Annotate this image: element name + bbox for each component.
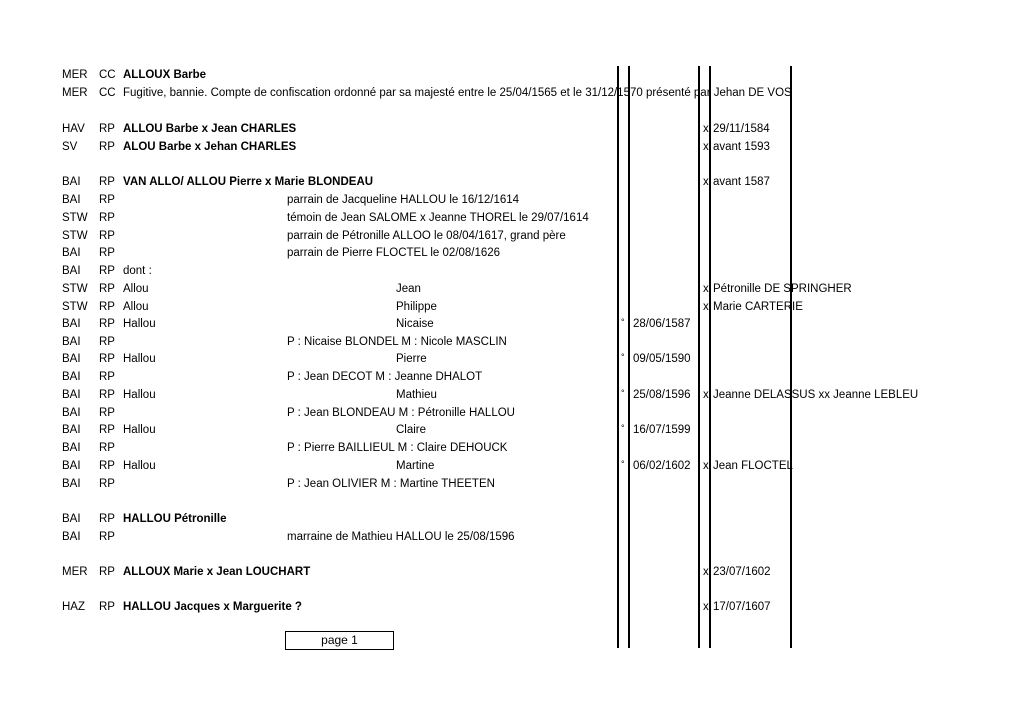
entry-detail: P : Nicaise BLONDEL M : Nicole MASCLIN bbox=[287, 336, 507, 348]
person-name: ALOU Barbe x Jehan CHARLES bbox=[123, 141, 297, 153]
place-code: BAI bbox=[62, 336, 81, 348]
birth-date: 09/05/1590 bbox=[633, 353, 691, 365]
record-code: RP bbox=[99, 176, 115, 188]
record-code: RP bbox=[99, 318, 115, 330]
entry-detail: marraine de Mathieu HALLOU le 25/08/1596 bbox=[287, 531, 515, 543]
entry-detail: P : Jean BLONDEAU M : Pétronille HALLOU bbox=[287, 407, 515, 419]
record-code: RP bbox=[99, 513, 115, 525]
table-row bbox=[0, 439, 1024, 457]
record-code: RP bbox=[99, 601, 115, 613]
birth-marker: ° bbox=[621, 317, 625, 327]
record-code: RP bbox=[99, 353, 115, 365]
place-code: BAI bbox=[62, 407, 81, 419]
person-name: ALLOUX Barbe bbox=[123, 69, 207, 81]
record-code: RP bbox=[99, 566, 115, 578]
record-code: RP bbox=[99, 531, 115, 543]
place-code: STW bbox=[62, 283, 88, 295]
marriage-marker: x bbox=[703, 176, 709, 188]
marriage-marker: x bbox=[703, 601, 709, 613]
table-row bbox=[0, 138, 1024, 156]
place-code: BAI bbox=[62, 460, 81, 472]
table-row bbox=[0, 421, 1024, 439]
table-row bbox=[0, 191, 1024, 209]
person-name: VAN ALLO/ ALLOU Pierre x Marie BLONDEAU bbox=[123, 176, 374, 188]
place-code: BAI bbox=[62, 247, 81, 259]
record-code: RP bbox=[99, 336, 115, 348]
table-row bbox=[0, 66, 1024, 84]
place-code: HAZ bbox=[62, 601, 85, 613]
marriage-marker: x bbox=[703, 141, 709, 153]
record-code: RP bbox=[99, 265, 115, 277]
place-code: MER bbox=[62, 69, 88, 81]
table-row bbox=[0, 173, 1024, 191]
page-number: page 1 bbox=[285, 631, 394, 650]
table-row bbox=[0, 209, 1024, 227]
table-row bbox=[0, 350, 1024, 368]
record-code: RP bbox=[99, 212, 115, 224]
record-code: RP bbox=[99, 283, 115, 295]
given-name: Martine bbox=[396, 460, 435, 472]
entry-text: Allou bbox=[123, 301, 149, 313]
marriage-marker: x bbox=[703, 460, 709, 472]
table-row bbox=[0, 563, 1024, 581]
marriage-marker: x bbox=[703, 389, 709, 401]
marriage-marker: x bbox=[703, 301, 709, 313]
birth-date: 06/02/1602 bbox=[633, 460, 691, 472]
marriage-info: avant 1593 bbox=[713, 141, 770, 153]
entry-text: Hallou bbox=[123, 389, 156, 401]
marriage-marker: x bbox=[703, 566, 709, 578]
place-code: BAI bbox=[62, 442, 81, 454]
marriage-marker: x bbox=[703, 123, 709, 135]
record-code: CC bbox=[99, 87, 116, 99]
record-code: RP bbox=[99, 442, 115, 454]
entry-text: dont : bbox=[123, 265, 152, 277]
table-row bbox=[0, 510, 1024, 528]
record-code: RP bbox=[99, 460, 115, 472]
entry-detail: P : Jean OLIVIER M : Martine THEETEN bbox=[287, 478, 495, 490]
person-name: HALLOU Jacques x Marguerite ? bbox=[123, 601, 302, 613]
given-name: Pierre bbox=[396, 353, 427, 365]
marriage-marker: x bbox=[703, 283, 709, 295]
birth-date: 25/08/1596 bbox=[633, 389, 691, 401]
table-row bbox=[0, 280, 1024, 298]
birth-date: 16/07/1599 bbox=[633, 424, 691, 436]
place-code: BAI bbox=[62, 531, 81, 543]
given-name: Philippe bbox=[396, 301, 437, 313]
marriage-info: 23/07/1602 bbox=[713, 566, 771, 578]
place-code: STW bbox=[62, 230, 88, 242]
table-row bbox=[0, 368, 1024, 386]
table-row bbox=[0, 120, 1024, 138]
entry-detail: parrain de Pétronille ALLOO le 08/04/1617, grand père bbox=[287, 230, 566, 242]
place-code: SV bbox=[62, 141, 78, 153]
table-row bbox=[0, 598, 1024, 616]
place-code: BAI bbox=[62, 513, 81, 525]
entry-text: Hallou bbox=[123, 460, 156, 472]
record-code: CC bbox=[99, 69, 116, 81]
record-code: RP bbox=[99, 194, 115, 206]
record-code: RP bbox=[99, 371, 115, 383]
birth-date: 28/06/1587 bbox=[633, 318, 691, 330]
place-code: BAI bbox=[62, 478, 81, 490]
given-name: Mathieu bbox=[396, 389, 437, 401]
entry-text: Allou bbox=[123, 283, 149, 295]
table-row bbox=[0, 386, 1024, 404]
table-row bbox=[0, 227, 1024, 245]
table-row bbox=[0, 475, 1024, 493]
place-code: BAI bbox=[62, 318, 81, 330]
entry-text: Hallou bbox=[123, 353, 156, 365]
marriage-info: Jeanne DELASSUS xx Jeanne LEBLEU bbox=[713, 389, 919, 401]
entry-detail: P : Pierre BAILLIEUL M : Claire DEHOUCK bbox=[287, 442, 508, 454]
record-code: RP bbox=[99, 389, 115, 401]
record-code: RP bbox=[99, 301, 115, 313]
record-code: RP bbox=[99, 247, 115, 259]
table-row bbox=[0, 315, 1024, 333]
given-name: Nicaise bbox=[396, 318, 434, 330]
table-row bbox=[0, 333, 1024, 351]
entry-detail: P : Jean DECOT M : Jeanne DHALOT bbox=[287, 371, 483, 383]
entry-text: Fugitive, bannie. Compte de confiscation ordonné par sa majesté entre le 25/04/1565 et le 31/12/1570 présenté par Jehan DE VOS bbox=[123, 87, 792, 99]
entry-text: Hallou bbox=[123, 318, 156, 330]
record-code: RP bbox=[99, 141, 115, 153]
table-row bbox=[0, 244, 1024, 262]
place-code: BAI bbox=[62, 176, 81, 188]
record-code: RP bbox=[99, 424, 115, 436]
birth-marker: ° bbox=[621, 388, 625, 398]
entry-detail: parrain de Jacqueline HALLOU le 16/12/1614 bbox=[287, 194, 520, 206]
place-code: STW bbox=[62, 212, 88, 224]
birth-marker: ° bbox=[621, 423, 625, 433]
person-name: ALLOU Barbe x Jean CHARLES bbox=[123, 123, 297, 135]
table-row bbox=[0, 528, 1024, 546]
table-row bbox=[0, 84, 1024, 102]
record-code: RP bbox=[99, 230, 115, 242]
person-name: ALLOUX Marie x Jean LOUCHART bbox=[123, 566, 311, 578]
marriage-info: Pétronille DE SPRINGHER bbox=[713, 283, 852, 295]
marriage-info: 29/11/1584 bbox=[713, 123, 770, 135]
marriage-info: 17/07/1607 bbox=[713, 601, 771, 613]
entry-text: Hallou bbox=[123, 424, 156, 436]
table-row bbox=[0, 298, 1024, 316]
record-code: RP bbox=[99, 407, 115, 419]
place-code: BAI bbox=[62, 424, 81, 436]
birth-marker: ° bbox=[621, 459, 625, 469]
entry-detail: témoin de Jean SALOME x Jeanne THOREL le 29/07/1614 bbox=[287, 212, 589, 224]
marriage-info: Jean FLOCTEL bbox=[713, 460, 793, 472]
place-code: BAI bbox=[62, 353, 81, 365]
person-name: HALLOU Pétronille bbox=[123, 513, 227, 525]
place-code: BAI bbox=[62, 389, 81, 401]
record-code: RP bbox=[99, 478, 115, 490]
place-code: BAI bbox=[62, 265, 81, 277]
marriage-info: avant 1587 bbox=[713, 176, 770, 188]
place-code: MER bbox=[62, 87, 88, 99]
place-code: MER bbox=[62, 566, 88, 578]
place-code: BAI bbox=[62, 194, 81, 206]
given-name: Jean bbox=[396, 283, 421, 295]
birth-marker: ° bbox=[621, 352, 625, 362]
table-row bbox=[0, 404, 1024, 422]
marriage-info: Marie CARTERIE bbox=[713, 301, 803, 313]
place-code: BAI bbox=[62, 371, 81, 383]
place-code: STW bbox=[62, 301, 88, 313]
table-row bbox=[0, 262, 1024, 280]
table-row bbox=[0, 457, 1024, 475]
given-name: Claire bbox=[396, 424, 427, 436]
place-code: HAV bbox=[62, 123, 85, 135]
record-code: RP bbox=[99, 123, 115, 135]
entry-detail: parrain de Pierre FLOCTEL le 02/08/1626 bbox=[287, 247, 501, 259]
